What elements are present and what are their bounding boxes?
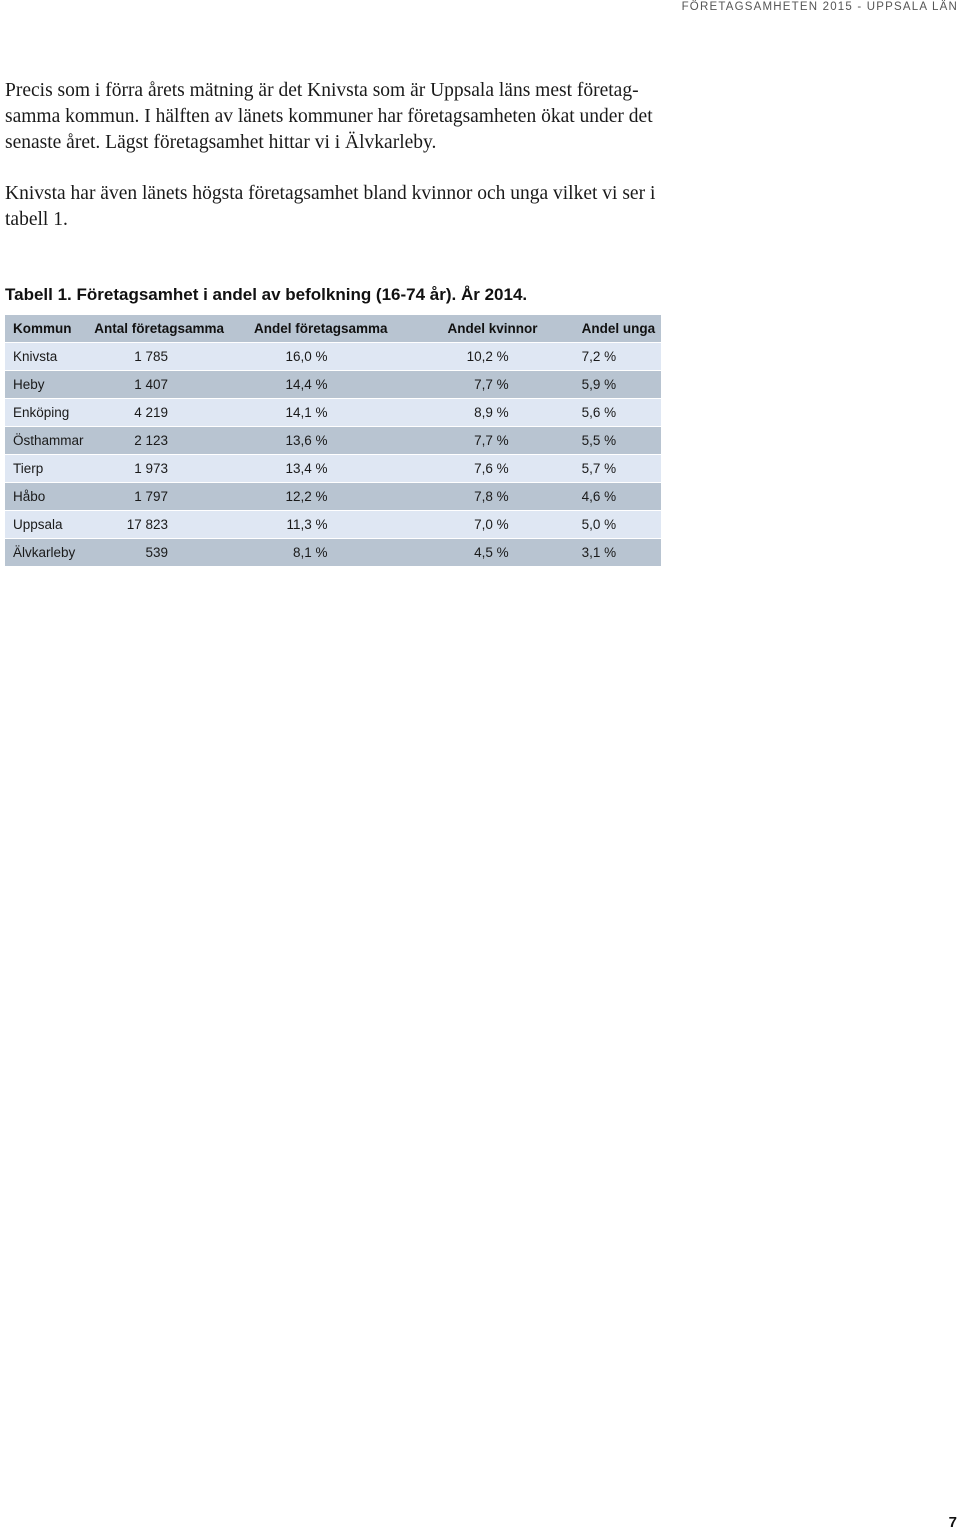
table-header-row bbox=[5, 315, 661, 343]
cell-andel-unga: 5,0 % bbox=[582, 511, 661, 539]
cell-kommun: Enköping bbox=[5, 399, 94, 427]
table-row bbox=[5, 511, 661, 539]
header-andel-kvinnor: Andel kvinnor bbox=[448, 315, 582, 343]
table-row bbox=[5, 399, 661, 427]
table-row bbox=[5, 427, 661, 455]
cell-andel-foretagsamma: 8,1 % bbox=[254, 539, 448, 567]
intro-line-3: senaste året. Lägst företagsamhet hittar vi i Älvkarleby. bbox=[5, 132, 437, 153]
data-table bbox=[5, 315, 661, 567]
cell-antal: 1 785 bbox=[94, 343, 254, 371]
cell-kommun: Håbo bbox=[5, 483, 94, 511]
table-row bbox=[5, 343, 661, 371]
table-caption: Tabell 1. Företagsamhet i andel av befolkning (16-74 år). År 2014. bbox=[5, 285, 528, 304]
table-body bbox=[5, 343, 661, 567]
cell-andel-foretagsamma: 14,1 % bbox=[254, 399, 448, 427]
body-text bbox=[5, 78, 735, 258]
cell-andel-kvinnor: 7,8 % bbox=[448, 483, 582, 511]
cell-kommun: Uppsala bbox=[5, 511, 94, 539]
cell-antal: 1 797 bbox=[94, 483, 254, 511]
table-header bbox=[5, 315, 661, 343]
cell-andel-kvinnor: 8,9 % bbox=[448, 399, 582, 427]
cell-antal: 1 407 bbox=[94, 371, 254, 399]
cell-andel-kvinnor: 7,6 % bbox=[448, 455, 582, 483]
cell-kommun: Älvkarleby bbox=[5, 539, 94, 567]
intro-line-1: Precis som i förra årets mätning är det Knivsta som är Uppsala läns mest företag- bbox=[5, 80, 639, 101]
intro-paragraph bbox=[5, 78, 735, 156]
second-line-2: tabell 1. bbox=[5, 209, 68, 230]
cell-andel-foretagsamma: 16,0 % bbox=[254, 343, 448, 371]
second-paragraph bbox=[5, 181, 735, 233]
cell-andel-foretagsamma: 14,4 % bbox=[254, 371, 448, 399]
table-row bbox=[5, 539, 661, 567]
table-row bbox=[5, 455, 661, 483]
header-andel-unga: Andel unga bbox=[582, 315, 661, 343]
cell-andel-kvinnor: 7,0 % bbox=[448, 511, 582, 539]
cell-andel-unga: 3,1 % bbox=[582, 539, 661, 567]
table-row bbox=[5, 371, 661, 399]
second-line-1: Knivsta har även länets högsta företagsamhet bland kvinnor och unga vilket vi ser i bbox=[5, 183, 656, 204]
table-row bbox=[5, 483, 661, 511]
cell-andel-foretagsamma: 13,4 % bbox=[254, 455, 448, 483]
cell-antal: 1 973 bbox=[94, 455, 254, 483]
cell-andel-kvinnor: 7,7 % bbox=[448, 427, 582, 455]
cell-andel-unga: 5,9 % bbox=[582, 371, 661, 399]
cell-kommun: Heby bbox=[5, 371, 94, 399]
cell-kommun: Östhammar bbox=[5, 427, 94, 455]
header-antal-foretagsamma: Antal företagsamma bbox=[94, 315, 254, 343]
cell-andel-unga: 7,2 % bbox=[582, 343, 661, 371]
cell-andel-unga: 4,6 % bbox=[582, 483, 661, 511]
cell-andel-foretagsamma: 12,2 % bbox=[254, 483, 448, 511]
header-andel-foretagsamma: Andel företagsamma bbox=[254, 315, 448, 343]
cell-andel-foretagsamma: 11,3 % bbox=[254, 511, 448, 539]
cell-andel-kvinnor: 7,7 % bbox=[448, 371, 582, 399]
cell-andel-unga: 5,5 % bbox=[582, 427, 661, 455]
cell-antal: 17 823 bbox=[94, 511, 254, 539]
cell-andel-kvinnor: 10,2 % bbox=[448, 343, 582, 371]
cell-andel-unga: 5,7 % bbox=[582, 455, 661, 483]
page-number: 7 bbox=[948, 1514, 957, 1531]
cell-antal: 539 bbox=[94, 539, 254, 567]
intro-line-2: samma kommun. I hälften av länets kommuner har företagsamheten ökat under det bbox=[5, 106, 653, 127]
cell-andel-foretagsamma: 13,6 % bbox=[254, 427, 448, 455]
cell-andel-unga: 5,6 % bbox=[582, 399, 661, 427]
cell-antal: 4 219 bbox=[94, 399, 254, 427]
cell-kommun: Knivsta bbox=[5, 343, 94, 371]
cell-andel-kvinnor: 4,5 % bbox=[448, 539, 582, 567]
running-header: FÖRETAGSAMHETEN 2015 - UPPSALA LÄN bbox=[681, 1, 958, 13]
header-kommun: Kommun bbox=[5, 315, 94, 343]
cell-antal: 2 123 bbox=[94, 427, 254, 455]
cell-kommun: Tierp bbox=[5, 455, 94, 483]
